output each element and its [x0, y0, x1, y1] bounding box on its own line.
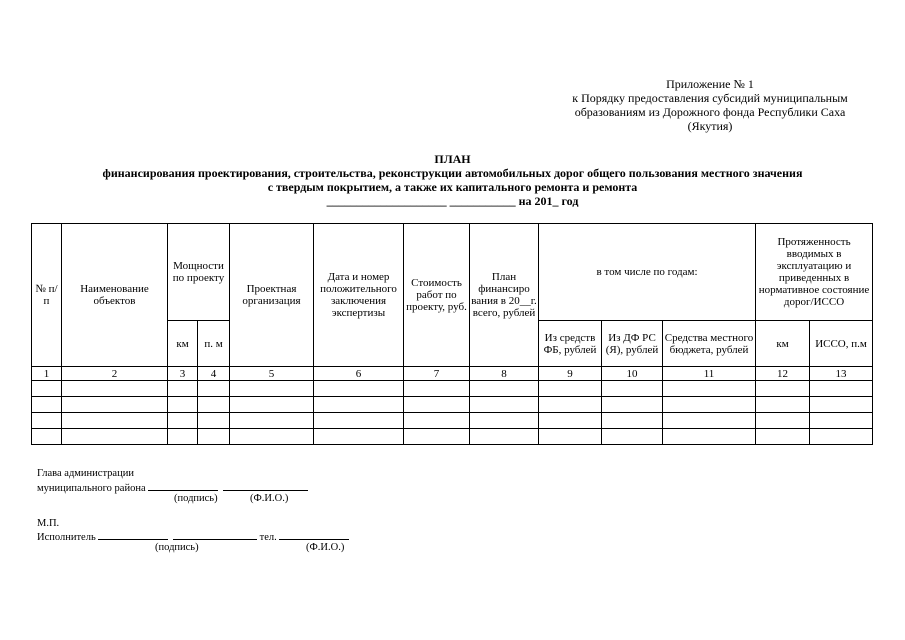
empty-rows — [32, 381, 873, 445]
table-cell — [810, 381, 873, 397]
table-cell — [230, 429, 314, 445]
col-num: 11 — [663, 367, 756, 381]
table-cell — [32, 397, 62, 413]
table-cell — [470, 381, 539, 397]
table-cell — [602, 397, 663, 413]
table-cell — [62, 381, 168, 397]
table-cell — [198, 413, 230, 429]
table-cell — [198, 381, 230, 397]
col-num: 9 — [539, 367, 602, 381]
header-plan: План финансиро вания в 20__г. всего, рублей — [470, 224, 539, 367]
fio-caption-2: (Ф.И.О.) — [306, 542, 345, 553]
col-num: 4 — [198, 367, 230, 381]
head-label-2: муниципального района — [37, 483, 146, 494]
table-cell — [539, 397, 602, 413]
table-cell — [314, 429, 404, 445]
col-num: 12 — [756, 367, 810, 381]
doc-subtitle-3: ____________________ ___________ на 201_ год — [326, 194, 579, 208]
plan-table — [31, 223, 873, 445]
table-cell — [602, 381, 663, 397]
table-cell — [314, 381, 404, 397]
table-cell — [663, 429, 756, 445]
table-cell — [663, 381, 756, 397]
table-cell — [32, 413, 62, 429]
doc-subtitle-1: финансирования проектирования, строительства, реконструкции автомобильных дорог общего пользования местного значения — [102, 166, 803, 180]
table-cell — [602, 413, 663, 429]
fio-caption-1: (Ф.И.О.) — [250, 493, 289, 504]
col-num: 6 — [314, 367, 404, 381]
col-num: 2 — [62, 367, 168, 381]
col-num: 8 — [470, 367, 539, 381]
doc-title: ПЛАН — [434, 152, 471, 166]
header-cost: Стоимость работ по проекту, руб. — [404, 224, 470, 367]
table-cell — [198, 429, 230, 445]
table-cell — [810, 413, 873, 429]
table-cell — [230, 413, 314, 429]
executor-sign-line — [98, 530, 168, 540]
appendix-line-1: Приложение № 1 — [666, 77, 754, 91]
table-cell — [470, 397, 539, 413]
header-km: км — [168, 321, 198, 367]
table-row — [32, 397, 873, 413]
table-cell — [756, 381, 810, 397]
table-cell — [663, 413, 756, 429]
table-cell — [539, 381, 602, 397]
column-numbers-row — [32, 367, 873, 381]
col-num: 10 — [602, 367, 663, 381]
table-cell — [314, 397, 404, 413]
header-capacity: Мощности по проекту — [168, 224, 230, 321]
name-line — [223, 481, 308, 491]
table-cell — [230, 381, 314, 397]
doc-subtitle-2: с твердым покрытием, а также их капитального ремонта и ремонта — [267, 180, 638, 194]
header-pm: п. м — [198, 321, 230, 367]
table-cell — [756, 429, 810, 445]
executor-name-line — [173, 530, 257, 540]
table-cell — [230, 397, 314, 413]
table-cell — [404, 413, 470, 429]
header-byyears: в том числе по годам: — [539, 224, 756, 321]
table-cell — [168, 429, 198, 445]
col-num: 1 — [32, 367, 62, 381]
header-km2: км — [756, 321, 810, 367]
head-label-1: Глава администрации — [37, 468, 134, 479]
header-date: Дата и номер положительного заключения экспертизы — [314, 224, 404, 367]
table-cell — [756, 397, 810, 413]
table-cell — [168, 413, 198, 429]
table-cell — [32, 429, 62, 445]
header-num: № п/п — [32, 224, 62, 367]
table-cell — [810, 397, 873, 413]
table-cell — [810, 429, 873, 445]
table-cell — [470, 413, 539, 429]
col-num: 5 — [230, 367, 314, 381]
table-cell — [539, 429, 602, 445]
tel-line — [279, 530, 349, 540]
table-row — [32, 413, 873, 429]
table-cell — [168, 381, 198, 397]
table-cell — [663, 397, 756, 413]
table-row — [32, 429, 873, 445]
table-cell — [602, 429, 663, 445]
signature-line — [148, 481, 218, 491]
appendix-line-4: (Якутия) — [687, 119, 733, 133]
table-cell — [62, 429, 168, 445]
table-cell — [404, 381, 470, 397]
table-cell — [62, 397, 168, 413]
table-cell — [404, 397, 470, 413]
col-num: 7 — [404, 367, 470, 381]
tel-label: тел. — [259, 532, 277, 543]
header-df: Из ДФ РС (Я), рублей — [602, 321, 663, 367]
table-row — [32, 381, 873, 397]
sign-caption-1: (подпись) — [174, 493, 218, 504]
table-cell — [62, 413, 168, 429]
header-isso: ИССО, п.м — [810, 321, 873, 367]
header-fb: Из средств ФБ, рублей — [539, 321, 602, 367]
header-length: Протяженность вводимых в эксплуатацию и приведенных в нормативное состояние дорог/ИССО — [756, 224, 873, 321]
appendix-line-2: к Порядку предоставления субсидий муниципальным — [572, 91, 848, 105]
sign-caption-2: (подпись) — [155, 542, 199, 553]
col-num: 13 — [810, 367, 873, 381]
header-name: Наименование объектов — [62, 224, 168, 367]
table-cell — [198, 397, 230, 413]
table-cell — [32, 381, 62, 397]
table-cell — [404, 429, 470, 445]
table-cell — [168, 397, 198, 413]
table-cell — [314, 413, 404, 429]
executor-label: Исполнитель — [37, 532, 96, 543]
appendix-line-3: образованиям из Дорожного фонда Республики Саха — [574, 105, 846, 119]
table-cell — [756, 413, 810, 429]
table-cell — [539, 413, 602, 429]
header-org: Проектная организация — [230, 224, 314, 367]
col-num: 3 — [168, 367, 198, 381]
mp-label: М.П. — [37, 518, 60, 529]
header-local: Средства местного бюджета, рублей — [663, 321, 756, 367]
table-cell — [470, 429, 539, 445]
appendix-block — [550, 77, 870, 133]
